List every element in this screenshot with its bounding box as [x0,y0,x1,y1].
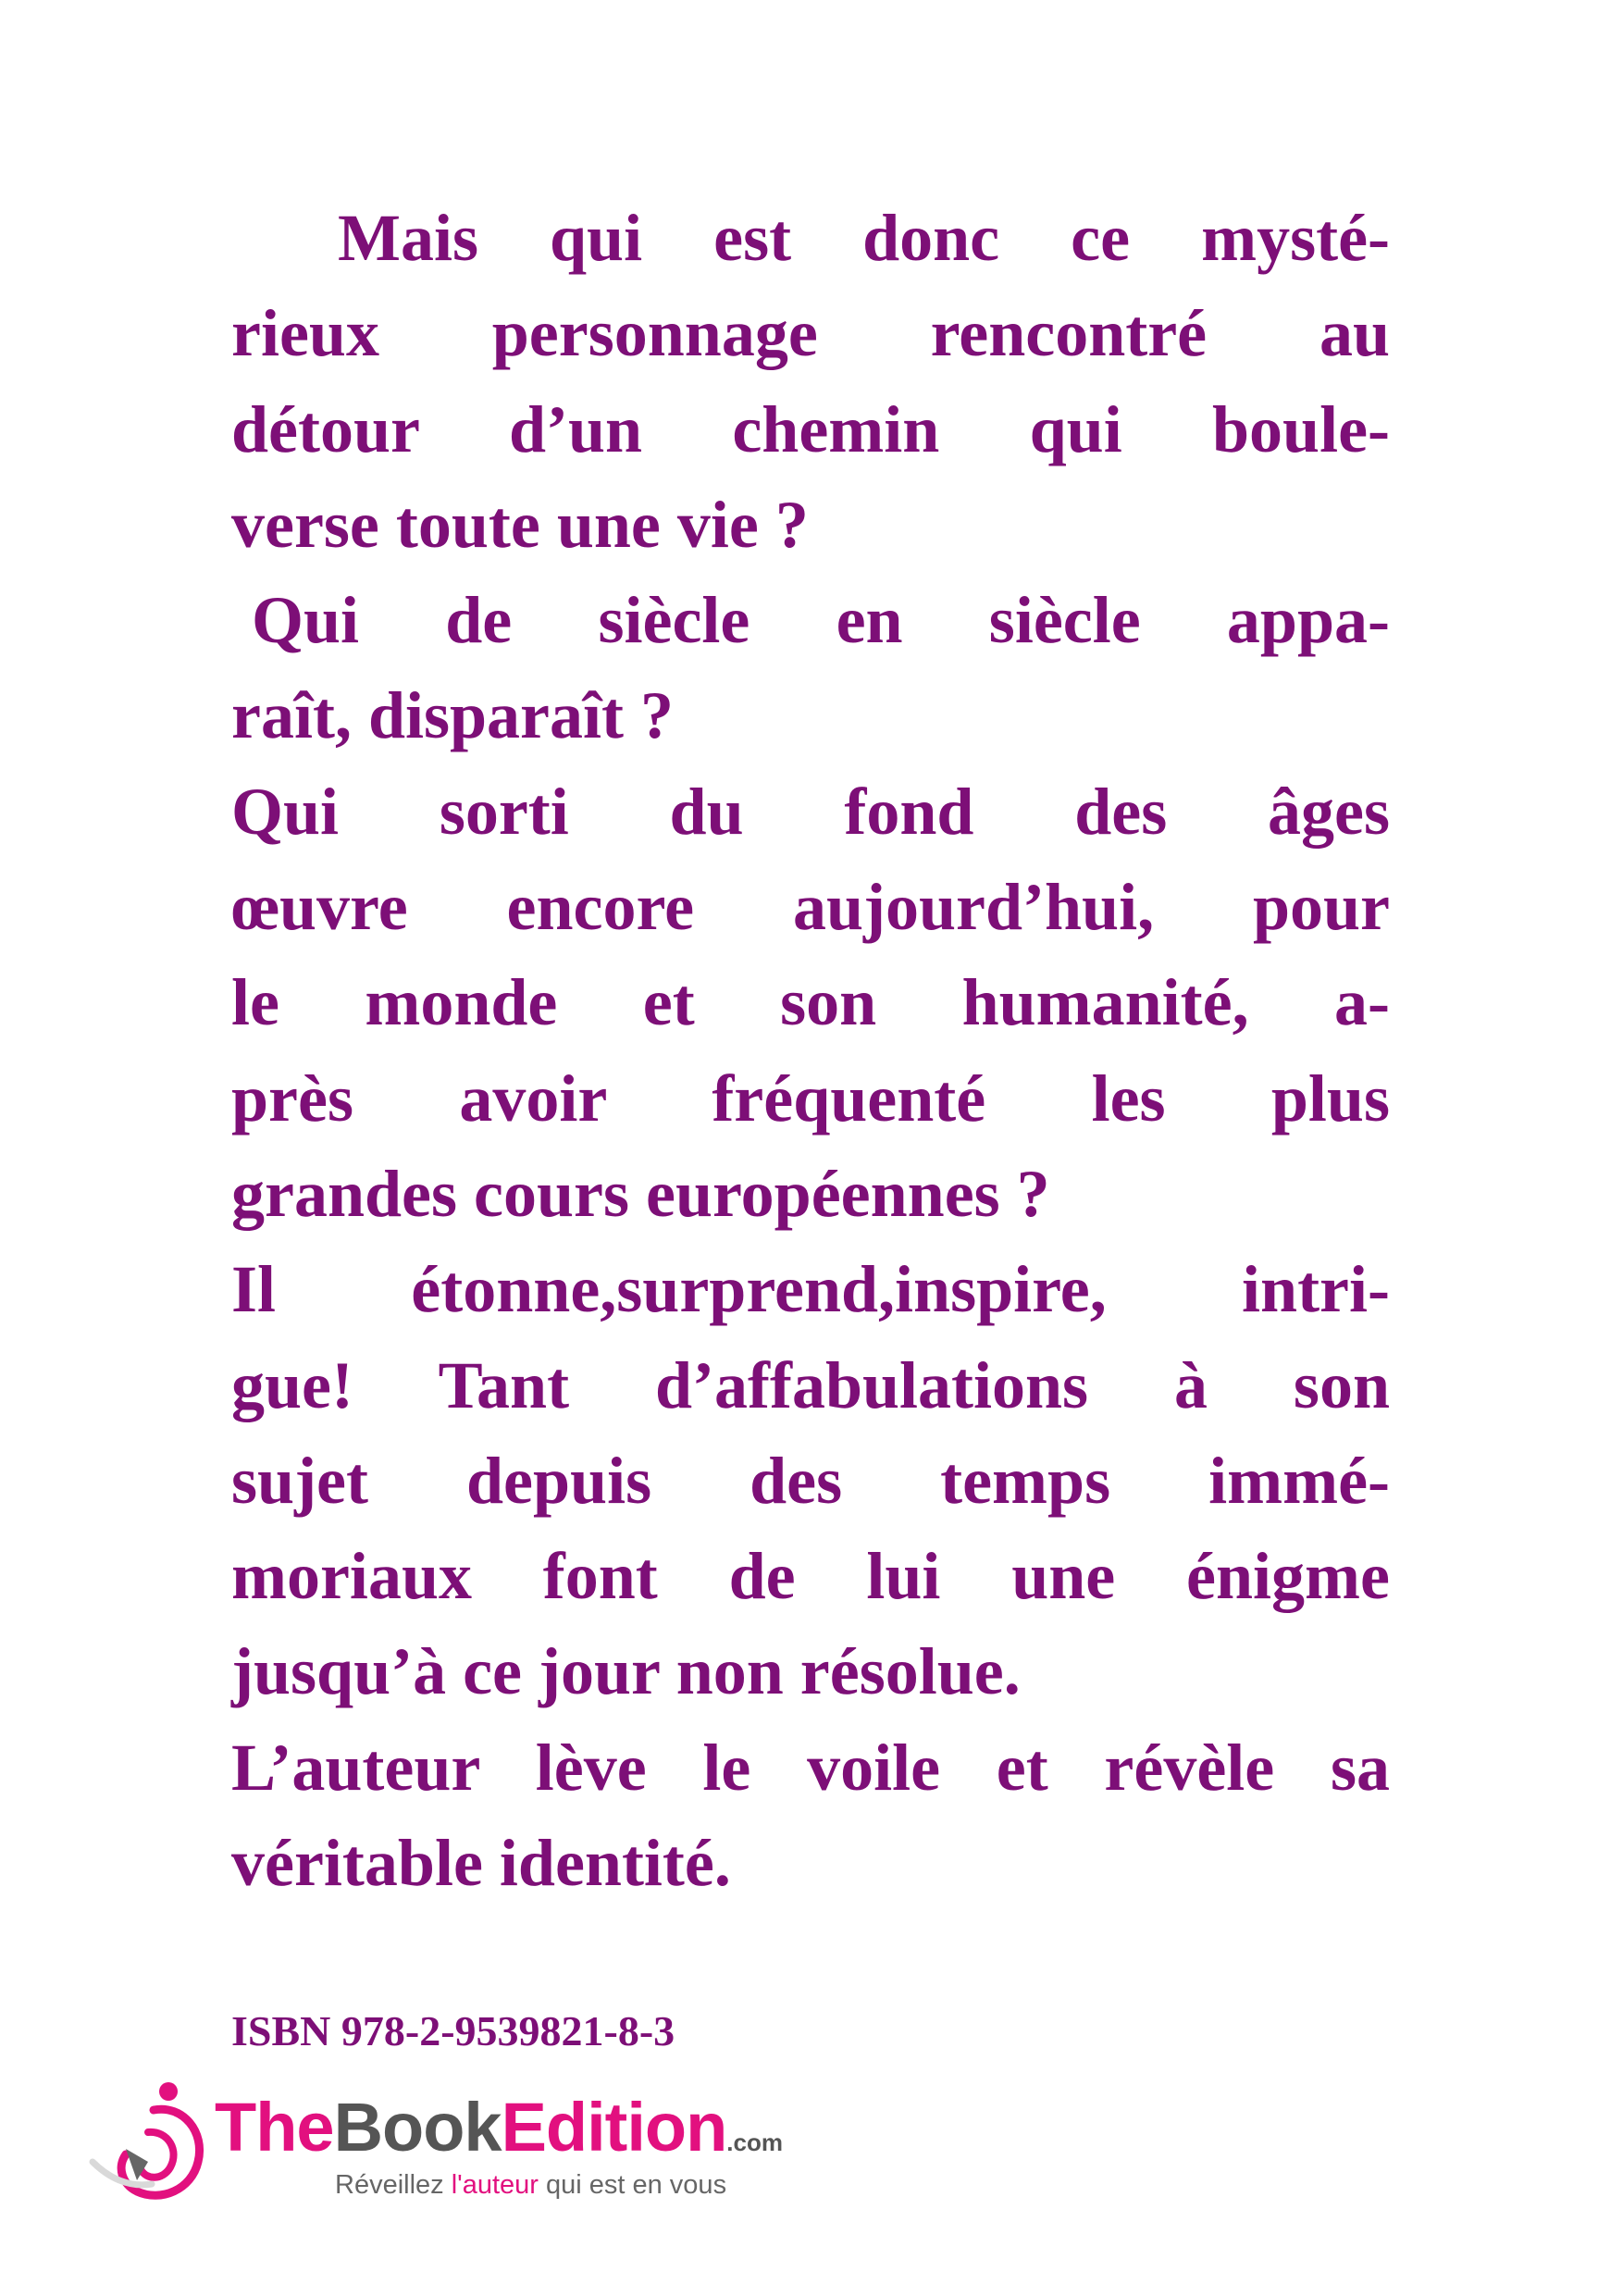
blurb-line: raît, disparaît ? [231,678,674,753]
blurb-line: gue! Tant d’affabulations à son [231,1347,1390,1422]
publisher-wordmark [215,2089,783,2166]
blurb-line: Il étonne,surprend,inspire, intri- [231,1252,1390,1327]
blurb-line: Mais qui est donc ce mysté- [338,201,1390,275]
blurb-line: détour d’un chemin qui boule- [231,391,1390,466]
isbn-number: ISBN 978-2-9539821-8-3 [231,2007,675,2054]
publisher-tagline [335,2170,726,2201]
blurb-line: jusqu’à ce jour non résolue. [231,1634,1021,1709]
blurb-line: rieux personnage rencontré au [231,296,1390,371]
blurb-line: œuvre encore aujourd’hui, pour [231,870,1390,945]
blurb-line: L’auteur lève le voile et révèle sa [231,1730,1390,1805]
blurb-line: sujet depuis des temps immé- [231,1443,1390,1518]
blurb-line: Qui de siècle en siècle appa- [252,583,1390,658]
blurb-line: moriaux font de lui une énigme [231,1539,1390,1614]
tagline-accent: l'auteur [451,2170,539,2200]
tagline-start: Réveillez [335,2170,452,2200]
wordmark-edition: Edition [501,2089,727,2166]
wordmark-book: Book [333,2089,502,2166]
blurb-line: le monde et son humanité, a- [231,965,1390,1040]
blurb-line: grandes cours européennes ? [231,1156,1050,1231]
person-swirl-icon [89,2077,209,2215]
blurb-line: véritable identité. [231,1826,731,1901]
blurb-line: Qui sorti du fond des âges [231,774,1390,849]
publisher-logo [89,2077,885,2215]
wordmark-domain: .com [726,2128,783,2156]
blurb-line: verse toute une vie ? [231,487,809,562]
back-cover-blurb [231,191,1390,1911]
tagline-end: qui est en vous [538,2170,727,2200]
blurb-line: près avoir fréquenté les plus [231,1061,1390,1136]
wordmark-the: The [215,2089,334,2166]
